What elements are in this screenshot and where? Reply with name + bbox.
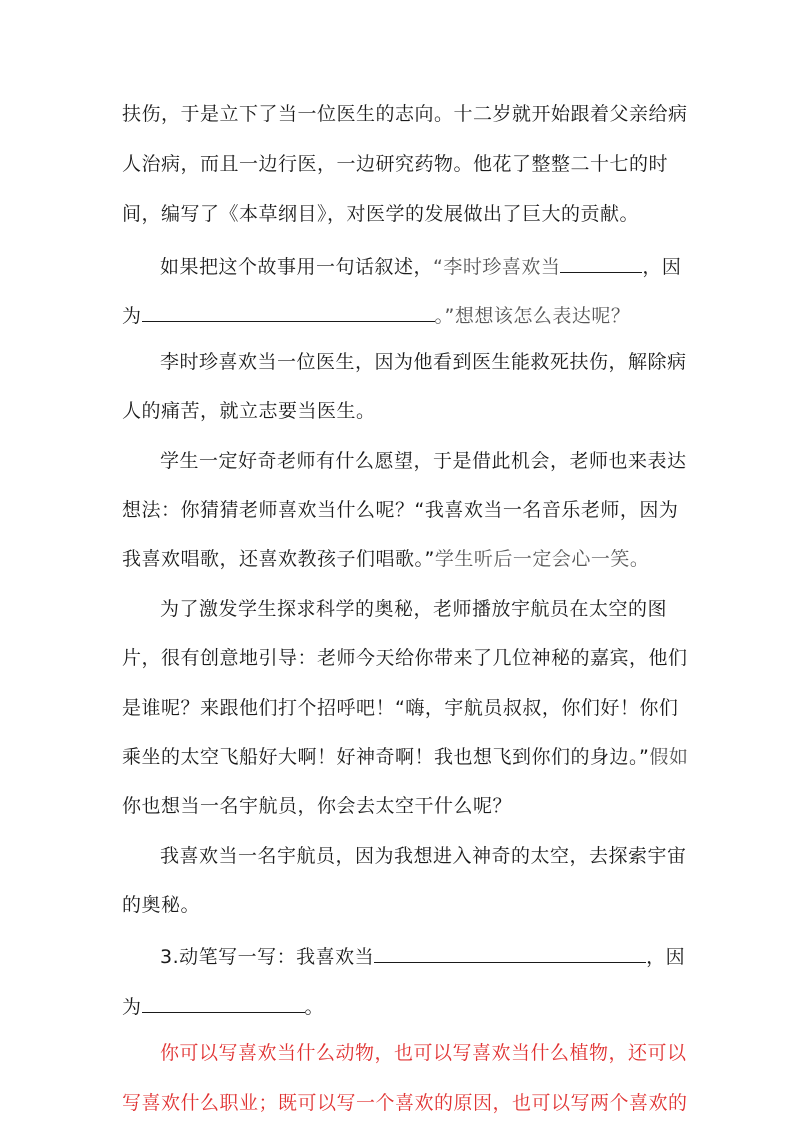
fill-blank-2 <box>142 299 435 322</box>
paragraph-line-8 <box>160 447 687 475</box>
paragraph-line-11 <box>160 595 667 623</box>
text: 扶伤，于是立下了当一位医生的志向。十二岁就开始跟着父亲给病 <box>122 103 688 125</box>
paragraph-line-14 <box>122 743 688 771</box>
text: 想法：你猜猜老师喜欢当什么呢？“我喜欢当一名音乐老师，因为 <box>122 499 679 521</box>
text: ，因 <box>642 256 682 278</box>
text: 学生听后一定会心一笑。 <box>434 548 650 570</box>
paragraph-line-20 <box>160 1039 687 1067</box>
text: 写喜欢什么职业；既可以写一个喜欢的原因，也可以写两个喜欢的 <box>122 1092 688 1114</box>
fill-blank-3 <box>374 940 646 963</box>
paragraph-line-18 <box>160 940 685 968</box>
text: 人的痛苦，就立志要当医生。 <box>122 400 376 422</box>
quote-text: “李时珍喜欢当 <box>433 256 561 278</box>
text: 假如 <box>649 746 689 768</box>
text: 。 <box>304 996 325 1018</box>
text: 人治病，而且一边行医，一边研究药物。他花了整整二十七的时 <box>122 153 669 175</box>
paragraph-line-15 <box>122 792 512 820</box>
text: 是谁呢？来跟他们打个招呼吧！“嗨，宇航员叔叔，你们好！你们 <box>122 697 679 719</box>
text: 。”想想该怎么表达呢？ <box>434 305 631 327</box>
text: 片，很有创意地引导：老师今天给你带来了几位神秘的嘉宾，他们 <box>122 647 688 669</box>
text: 3.动笔写一写：我喜欢当 <box>160 946 375 968</box>
text: 李时珍喜欢当一位医生，因为他看到医生能救死扶伤，解除病 <box>160 351 687 373</box>
text: 为 <box>122 305 142 327</box>
text: 我喜欢唱歌，还喜欢教孩子们唱歌。” <box>122 548 435 570</box>
paragraph-line-5 <box>122 299 630 327</box>
fill-blank-4 <box>142 990 305 1013</box>
paragraph-line-6 <box>160 348 687 376</box>
text: 间，编写了《本草纲目》，对医学的发展做出了巨大的贡献。 <box>122 203 640 225</box>
paragraph-line-4 <box>160 250 681 278</box>
paragraph-line-21 <box>122 1089 688 1117</box>
text: 学生一定好奇老师有什么愿望，于是借此机会，老师也来表达 <box>160 450 687 472</box>
text: 你也想当一名宇航员，你会去太空干什么呢？ <box>122 795 513 817</box>
text: 你可以写喜欢当什么动物，也可以写喜欢当什么植物，还可以 <box>160 1042 687 1064</box>
fill-blank-1 <box>560 250 642 273</box>
paragraph-line-1 <box>122 100 688 128</box>
text: 乘坐的太空飞船好大啊！好神奇啊！我也想飞到你们的身边。” <box>122 746 650 768</box>
paragraph-line-2 <box>122 150 668 178</box>
text: 的奥秘。 <box>122 894 201 916</box>
paragraph-line-12 <box>122 644 688 672</box>
paragraph-line-13 <box>122 694 678 722</box>
text: ，因 <box>646 946 686 968</box>
text: 我喜欢当一名宇航员，因为我想进入神奇的太空，去探索宇宙 <box>160 845 687 867</box>
paragraph-line-3 <box>122 200 639 228</box>
text: 如果把这个故事用一句话叙述， <box>160 256 434 278</box>
paragraph-line-9 <box>122 496 678 524</box>
paragraph-line-10 <box>122 545 649 573</box>
text: 为 <box>122 996 142 1018</box>
text: 为了激发学生探求科学的奥秘，老师播放宇航员在太空的图 <box>160 598 668 620</box>
paragraph-line-19 <box>122 990 324 1018</box>
paragraph-line-7 <box>122 397 376 425</box>
paragraph-line-17 <box>122 891 200 919</box>
paragraph-line-16 <box>160 842 687 870</box>
